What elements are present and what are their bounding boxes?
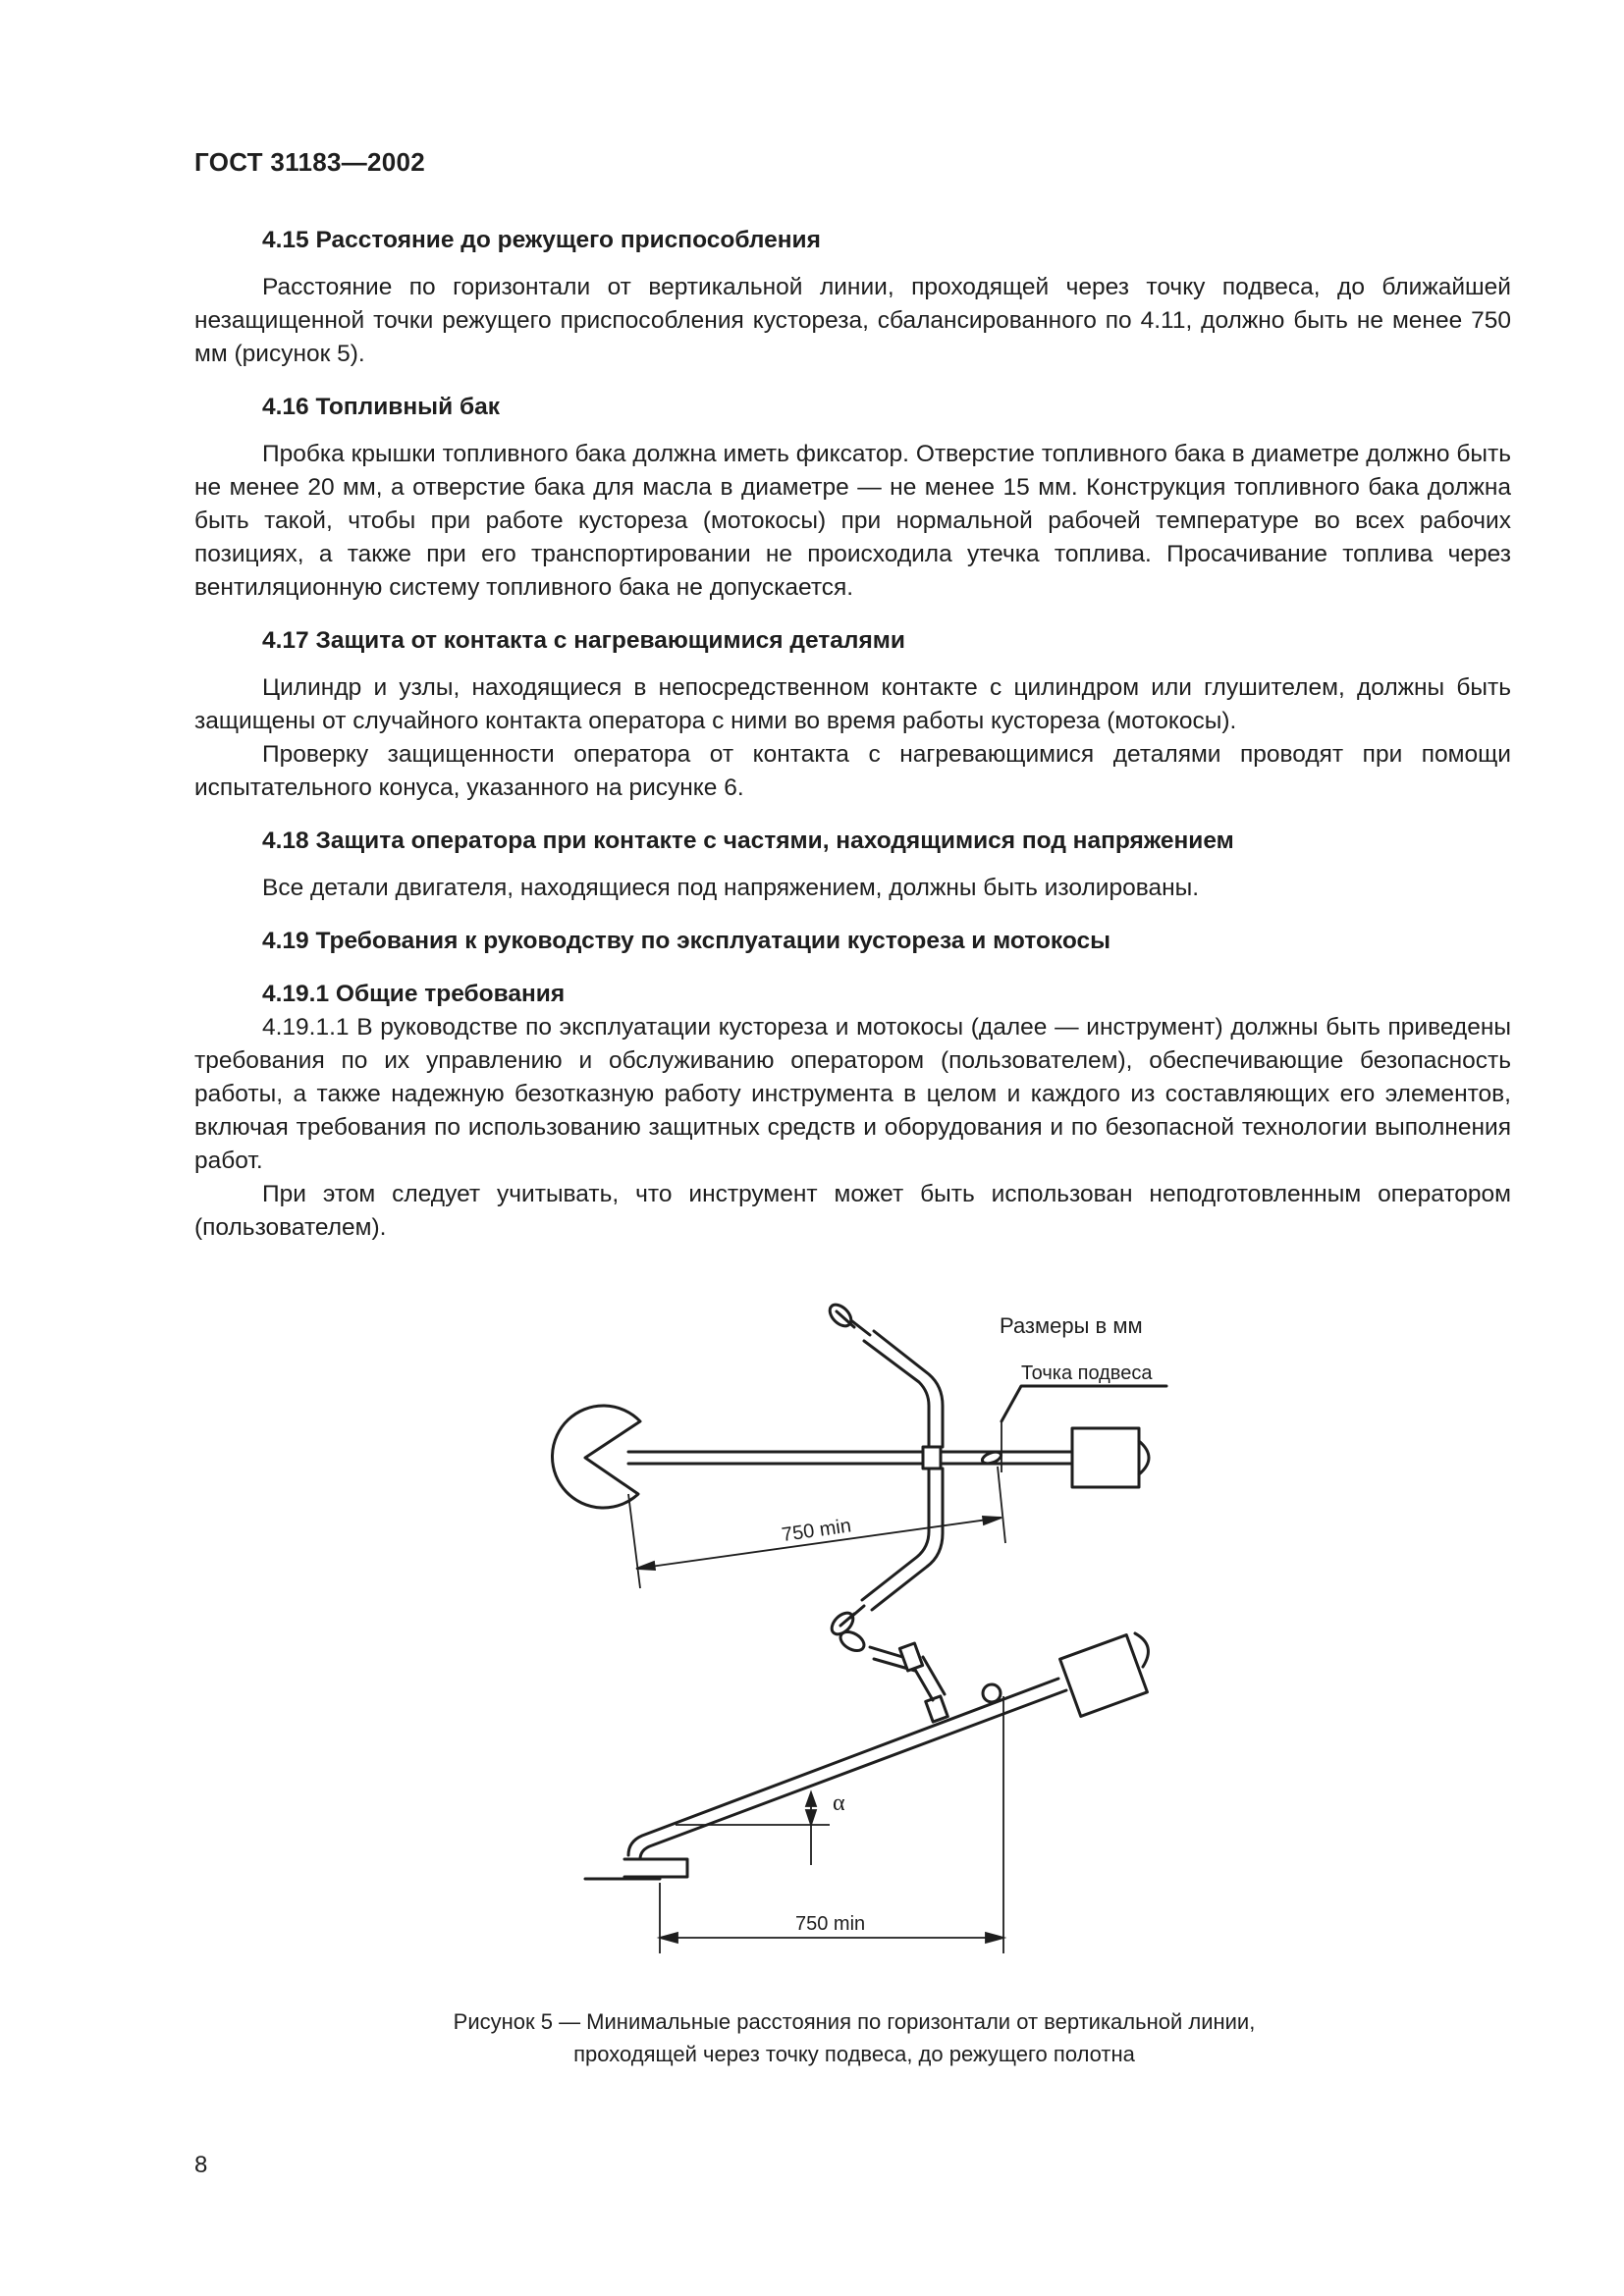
side-engine-block (1060, 1635, 1148, 1717)
top-dimension-label: 750 min (780, 1515, 853, 1547)
page-number: 8 (194, 2152, 208, 2178)
top-cutting-disc (552, 1406, 640, 1508)
paragraph: При этом следует учитывать, что инструмент может быть использован неподготовленным оператором (пользователем). (194, 1181, 1511, 1241)
suspension-point-label: Точка подвеса (1021, 1362, 1153, 1384)
standard-designation: ГОСТ 31183—2002 (194, 147, 426, 177)
top-engine-block (1072, 1428, 1139, 1487)
section-heading-4-16: 4.16 Топливный бак (262, 394, 500, 420)
caption-line: проходящей через точку подвеса, до режущего полотна (573, 2042, 1135, 2066)
dimensions-note: Размеры в мм (1000, 1313, 1143, 1338)
side-shaft-lower-edge (640, 1690, 1066, 1859)
paragraph: Все детали двигателя, находящиеся под напряжением, должны быть изолированы. (262, 875, 1200, 901)
paragraph: Пробка крышки топливного бака должна иметь фиксатор. Отверстие топливного бака в диаметре должно быть не менее 20 мм, а отверстие бака для масла в диаметре — не менее 15 мм. Конструкция топливного бака должна быть такой, чтобы при работе кустореза (мотокосы) при нормальной рабочей температуре во всех рабочих позициях, а также при его транспортировании не происходила утечка топлива. Просачивание топлива через вентиляционную систему топливного бака не допускается. (194, 441, 1511, 601)
top-upper-grip (837, 1311, 870, 1335)
top-ext-line-right (998, 1467, 1005, 1543)
angle-label: α (833, 1790, 845, 1816)
top-ext-line-left (628, 1494, 640, 1588)
section-heading-4-15: 4.15 Расстояние до режущего приспособления (262, 227, 821, 253)
figure-caption (295, 2005, 1414, 2070)
side-suspension-point (983, 1684, 1001, 1702)
top-handle-clamp (923, 1447, 941, 1468)
paragraph: Цилиндр и узлы, находящиеся в непосредственном контакте с цилиндром или глушителем, должны быть защищены от случайного контакта оператора с ними во время работы кустореза (мотокосы). (194, 674, 1511, 734)
side-handle-clamp (926, 1696, 948, 1722)
suspension-label-leader (1001, 1386, 1166, 1421)
section-heading-4-17: 4.17 Защита от контакта с нагревающимися деталями (262, 627, 905, 654)
side-dimension-label: 750 min (795, 1913, 866, 1935)
paragraph: Проверку защищенности оператора от контакта с нагревающимися деталями проводят при помощи испытательного конуса, указанного на рисунке 6. (194, 741, 1511, 801)
caption-line: Рисунок 5 — Минимальные расстояния по горизонтали от вертикальной линии, (453, 2009, 1256, 2034)
side-cutting-guard (624, 1859, 687, 1877)
top-handlebar-upper (864, 1341, 929, 1447)
section-heading-4-18: 4.18 Защита оператора при контакте с частями, находящимися под напряжением (262, 828, 1234, 854)
top-handlebar-lower (862, 1468, 929, 1600)
paragraph: Расстояние по горизонтали от вертикальной линии, проходящей через точку подвеса, до ближайшей незащищенной точки режущего приспособления кустореза, сбалансированного по 4.11, должно быть не менее 750 мм (рисунок 5). (194, 274, 1511, 367)
paragraph: 4.19.1.1 В руководстве по эксплуатации кустореза и мотокосы (далее — инструмент) должны быть приведены требования по их управлению и обслуживанию оператором (пользователем), обеспечивающие безопасность работы, а также надежную безотказную работу инструмента в целом и каждого из составляющих его элементов, включая требования по использованию защитных средств и оборудования и по безопасной технологии выполнения работ. (194, 1014, 1511, 1174)
section-heading-4-19: 4.19 Требования к руководству по эксплуатации кустореза и мотокосы (262, 928, 1111, 954)
subsection-heading-4-19-1: 4.19.1 Общие требования (262, 981, 566, 1007)
